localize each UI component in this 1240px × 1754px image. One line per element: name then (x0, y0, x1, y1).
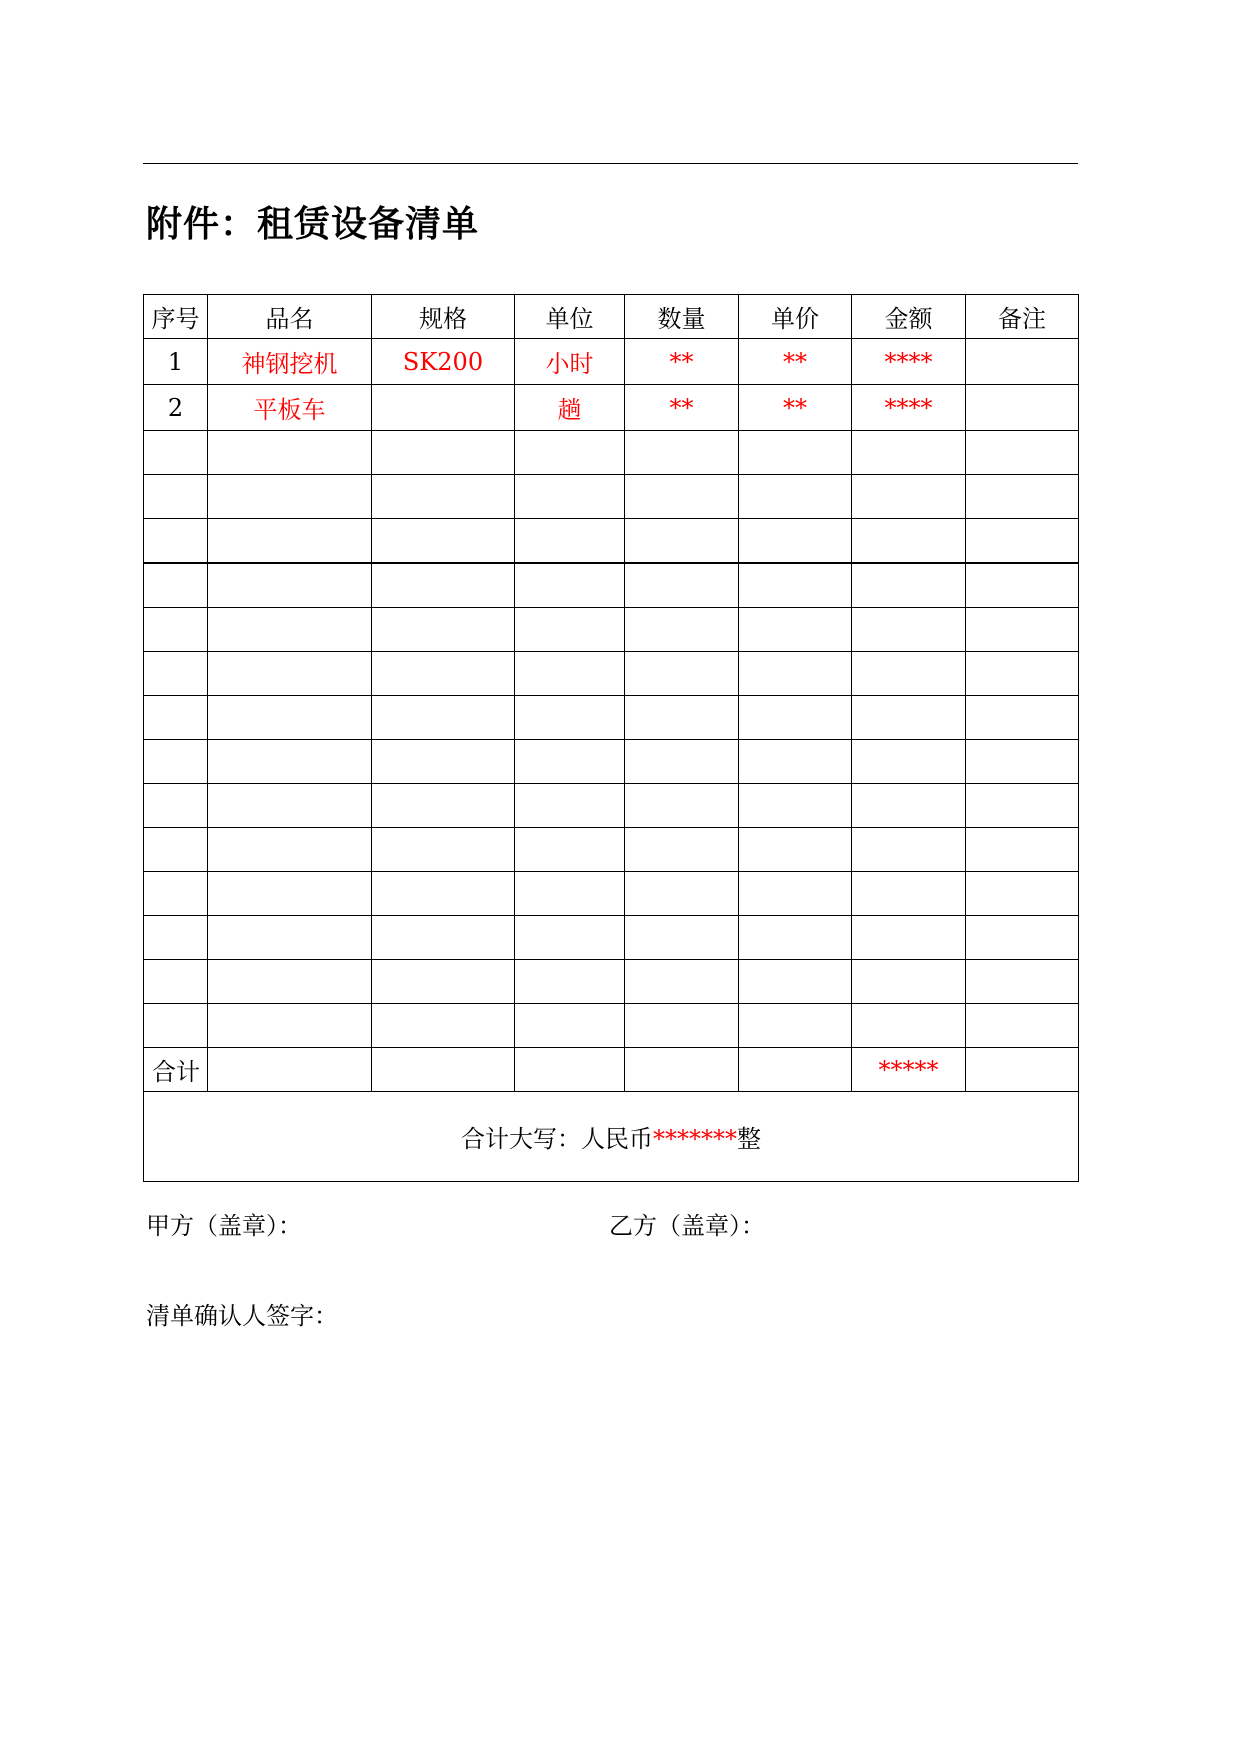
table-row-empty (144, 872, 1079, 916)
row-quantity: ** (625, 339, 739, 385)
row-quantity: ** (625, 385, 739, 431)
empty-cell (208, 916, 372, 960)
empty-cell (852, 872, 966, 916)
empty-cell (208, 960, 372, 1004)
empty-cell (739, 740, 852, 784)
row-spec (372, 385, 515, 431)
empty-cell (852, 960, 966, 1004)
empty-cell (144, 784, 208, 828)
table-row-empty (144, 784, 1079, 828)
empty-cell (515, 475, 625, 519)
empty-cell (852, 431, 966, 475)
empty-cell (372, 872, 515, 916)
empty-cell (515, 519, 625, 564)
total-row (144, 1048, 1079, 1092)
row-amount: **** (852, 385, 966, 431)
header-quantity: 数量 (625, 295, 739, 339)
empty-cell (208, 872, 372, 916)
empty-cell (625, 608, 739, 652)
total-cell (208, 1048, 372, 1092)
empty-cell (852, 608, 966, 652)
document-title: 附件：租赁设备清单 (146, 204, 480, 245)
empty-cell (739, 652, 852, 696)
empty-cell (625, 960, 739, 1004)
empty-cell (625, 652, 739, 696)
row-remark (966, 339, 1079, 385)
empty-cell (966, 563, 1079, 608)
empty-cell (144, 652, 208, 696)
empty-cell (852, 475, 966, 519)
empty-cell (515, 872, 625, 916)
empty-cell (208, 475, 372, 519)
empty-cell (208, 608, 372, 652)
table-header-row (144, 295, 1079, 339)
row-unit-price: ** (739, 339, 852, 385)
table-row-empty (144, 916, 1079, 960)
table-row-empty (144, 960, 1079, 1004)
empty-cell (372, 431, 515, 475)
empty-cell (372, 916, 515, 960)
party-b-seal-label: 乙方（盖章）： (609, 1212, 765, 1240)
empty-cell (208, 828, 372, 872)
empty-cell (372, 784, 515, 828)
header-rule (143, 163, 1078, 164)
header-name: 品名 (208, 295, 372, 339)
row-unit-price: ** (739, 385, 852, 431)
header-unit-price: 单价 (739, 295, 852, 339)
empty-cell (966, 872, 1079, 916)
empty-cell (515, 740, 625, 784)
empty-cell (625, 740, 739, 784)
empty-cell (372, 740, 515, 784)
empty-cell (144, 1004, 208, 1048)
empty-cell (144, 872, 208, 916)
empty-cell (739, 784, 852, 828)
empty-cell (144, 608, 208, 652)
empty-cell (208, 652, 372, 696)
empty-cell (208, 1004, 372, 1048)
empty-cell (966, 916, 1079, 960)
empty-cell (625, 563, 739, 608)
empty-cell (208, 696, 372, 740)
empty-cell (739, 916, 852, 960)
empty-cell (852, 1004, 966, 1048)
empty-cell (625, 696, 739, 740)
empty-cell (739, 608, 852, 652)
table-row-empty (144, 519, 1079, 564)
empty-cell (144, 696, 208, 740)
party-a-seal-label: 甲方（盖章）： (146, 1212, 302, 1240)
empty-cell (625, 1004, 739, 1048)
row-unit: 趟 (515, 385, 625, 431)
total-cell (372, 1048, 515, 1092)
table-row-empty (144, 828, 1079, 872)
empty-cell (372, 828, 515, 872)
equipment-list-table (143, 294, 1079, 1182)
empty-cell (515, 960, 625, 1004)
empty-cell (739, 696, 852, 740)
row-seq: 2 (144, 385, 208, 431)
table-row-empty (144, 475, 1079, 519)
row-name: 神钢挖机 (208, 339, 372, 385)
table-row-empty (144, 431, 1079, 475)
empty-cell (515, 608, 625, 652)
total-label: 合计 (144, 1048, 208, 1092)
table-row-empty (144, 1004, 1079, 1048)
table-row-empty (144, 652, 1079, 696)
empty-cell (852, 696, 966, 740)
empty-cell (852, 652, 966, 696)
empty-cell (144, 740, 208, 784)
empty-cell (144, 519, 208, 564)
table-row (144, 339, 1079, 385)
empty-cell (739, 828, 852, 872)
empty-cell (372, 519, 515, 564)
amount-in-words-prefix: 合计大写：人民币 (461, 1125, 653, 1153)
empty-cell (372, 1004, 515, 1048)
empty-cell (625, 519, 739, 564)
empty-cell (144, 916, 208, 960)
row-spec: SK200 (372, 339, 515, 385)
amount-in-words-suffix: 整 (737, 1125, 761, 1153)
total-cell (739, 1048, 852, 1092)
total-cell (515, 1048, 625, 1092)
empty-cell (739, 519, 852, 564)
empty-cell (372, 563, 515, 608)
empty-cell (144, 431, 208, 475)
total-amount: ***** (852, 1048, 966, 1092)
confirmer-signature-label: 清单确认人签字： (146, 1302, 338, 1330)
empty-cell (852, 519, 966, 564)
empty-cell (966, 1004, 1079, 1048)
amount-in-words-value: ******* (653, 1125, 737, 1153)
empty-cell (966, 475, 1079, 519)
table-row-empty (144, 740, 1079, 784)
empty-cell (208, 784, 372, 828)
empty-cell (852, 828, 966, 872)
empty-cell (515, 1004, 625, 1048)
table-row-empty (144, 608, 1079, 652)
empty-cell (852, 740, 966, 784)
empty-cell (966, 608, 1079, 652)
empty-cell (515, 431, 625, 475)
empty-cell (966, 519, 1079, 564)
empty-cell (372, 696, 515, 740)
header-remark: 备注 (966, 295, 1079, 339)
empty-cell (372, 652, 515, 696)
header-amount: 金额 (852, 295, 966, 339)
table-row (144, 385, 1079, 431)
row-amount: **** (852, 339, 966, 385)
empty-cell (144, 960, 208, 1004)
empty-cell (515, 696, 625, 740)
empty-cell (372, 960, 515, 1004)
empty-cell (739, 475, 852, 519)
row-seq: 1 (144, 339, 208, 385)
header-unit: 单位 (515, 295, 625, 339)
table-row-empty (144, 696, 1079, 740)
empty-cell (739, 960, 852, 1004)
empty-cell (208, 563, 372, 608)
empty-cell (966, 696, 1079, 740)
empty-cell (852, 563, 966, 608)
amount-in-words (144, 1092, 1079, 1182)
total-cell (966, 1048, 1079, 1092)
empty-cell (625, 784, 739, 828)
empty-cell (966, 784, 1079, 828)
empty-cell (144, 828, 208, 872)
table-row-empty (144, 563, 1079, 608)
row-remark (966, 385, 1079, 431)
empty-cell (852, 784, 966, 828)
total-cell (625, 1048, 739, 1092)
empty-cell (966, 828, 1079, 872)
empty-cell (625, 828, 739, 872)
header-spec: 规格 (372, 295, 515, 339)
empty-cell (739, 563, 852, 608)
row-unit: 小时 (515, 339, 625, 385)
empty-cell (625, 475, 739, 519)
empty-cell (739, 872, 852, 916)
empty-cell (625, 431, 739, 475)
empty-cell (144, 563, 208, 608)
empty-cell (966, 652, 1079, 696)
empty-cell (208, 740, 372, 784)
empty-cell (625, 872, 739, 916)
empty-cell (515, 916, 625, 960)
empty-cell (966, 960, 1079, 1004)
empty-cell (515, 784, 625, 828)
empty-cell (208, 431, 372, 475)
empty-cell (515, 563, 625, 608)
empty-cell (966, 431, 1079, 475)
empty-cell (739, 431, 852, 475)
empty-cell (208, 519, 372, 564)
empty-cell (515, 828, 625, 872)
empty-cell (144, 475, 208, 519)
empty-cell (852, 916, 966, 960)
empty-cell (372, 475, 515, 519)
empty-cell (966, 740, 1079, 784)
amount-in-words-row (144, 1092, 1079, 1182)
header-seq: 序号 (144, 295, 208, 339)
empty-cell (739, 1004, 852, 1048)
empty-cell (372, 608, 515, 652)
empty-cell (515, 652, 625, 696)
row-name: 平板车 (208, 385, 372, 431)
empty-cell (625, 916, 739, 960)
